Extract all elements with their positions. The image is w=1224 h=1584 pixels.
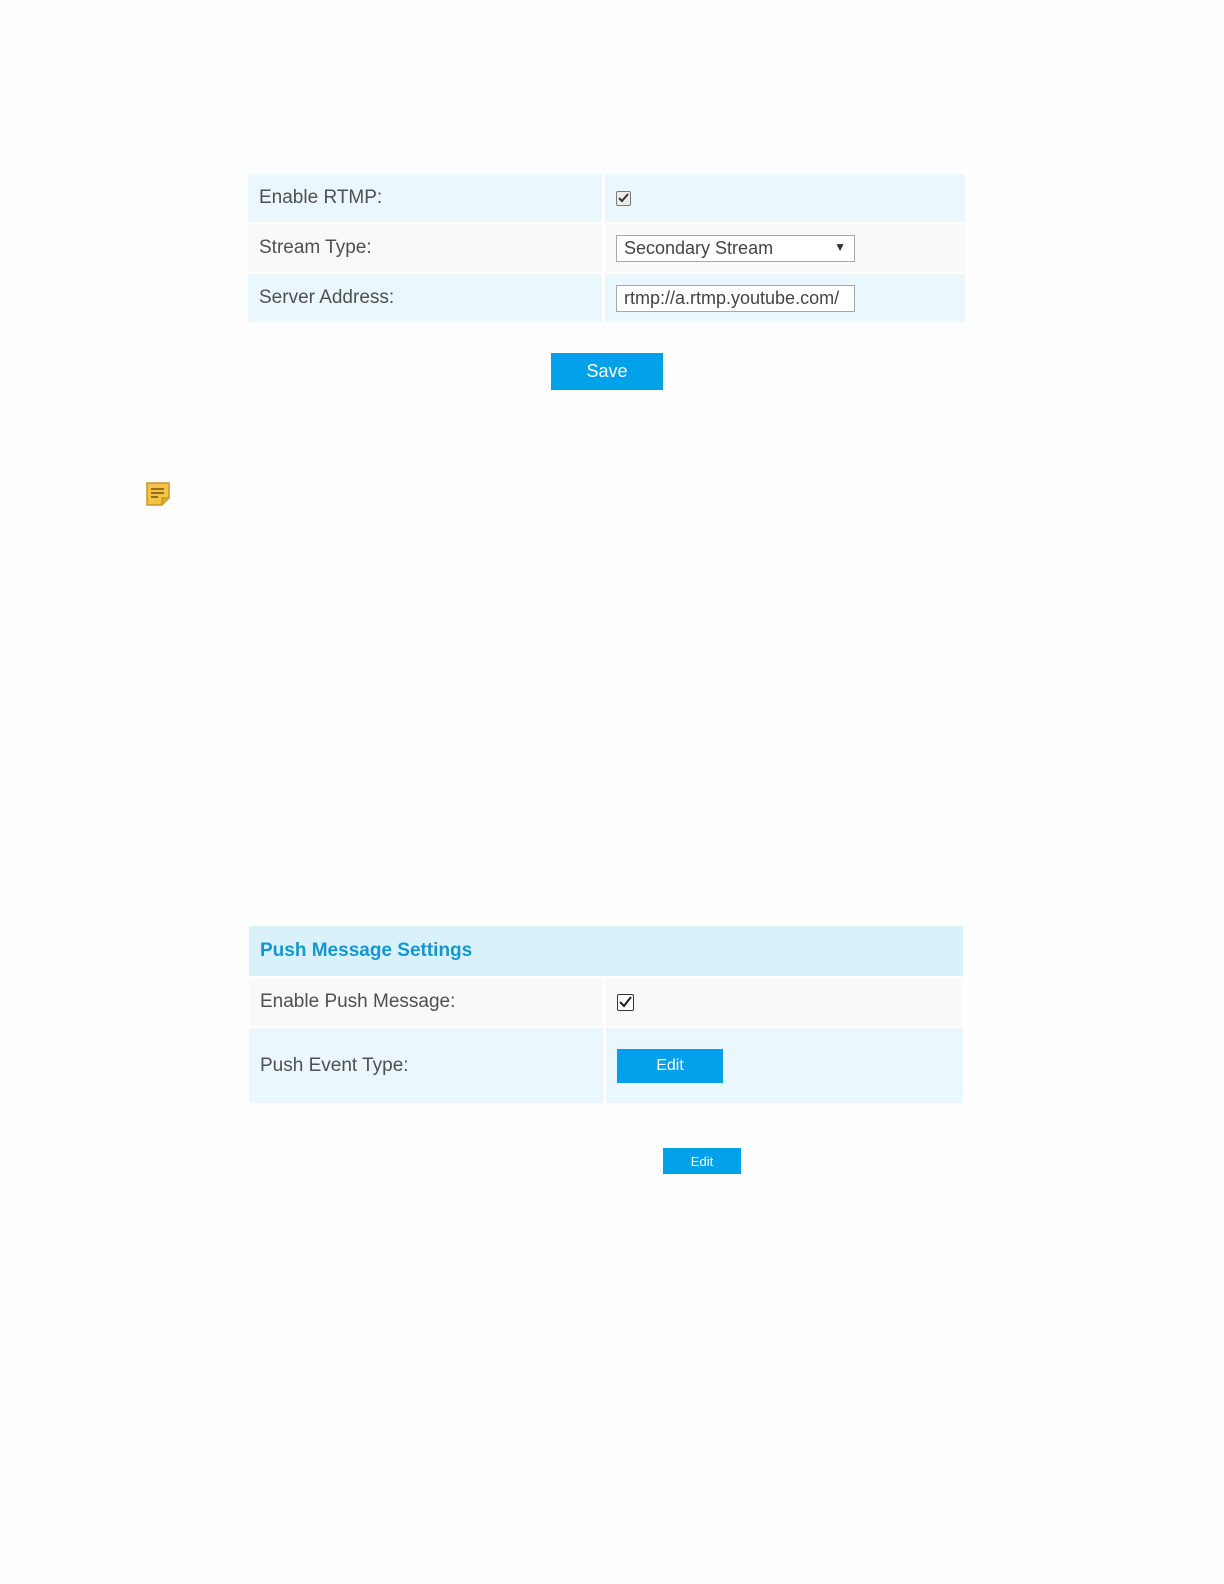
stream-type-select[interactable] [616, 235, 855, 262]
enable-push-label: Enable Push Message: [249, 978, 606, 1026]
push-event-type-row [249, 1028, 963, 1103]
push-event-edit-button[interactable]: Edit [617, 1049, 723, 1083]
stream-type-selected: Secondary Stream [624, 237, 774, 258]
dropdown-arrow-icon: ▼ [834, 239, 846, 254]
enable-rtmp-label: Enable RTMP: [248, 174, 605, 222]
enable-rtmp-row [248, 174, 965, 222]
push-event-type-value [606, 1028, 963, 1103]
edit-button[interactable]: Edit [663, 1148, 741, 1174]
checkmark-icon [619, 996, 632, 1008]
enable-push-row [249, 978, 963, 1026]
save-button[interactable]: Save [551, 353, 663, 390]
server-address-value [605, 274, 965, 322]
enable-push-checkbox[interactable] [617, 994, 634, 1011]
push-event-type-label: Push Event Type: [249, 1028, 606, 1103]
stream-type-label: Stream Type: [248, 224, 605, 272]
enable-rtmp-checkbox[interactable] [616, 191, 631, 206]
stream-type-value [605, 224, 965, 272]
enable-push-value [606, 978, 963, 1026]
note-icon [145, 481, 171, 507]
server-address-label: Server Address: [248, 274, 605, 322]
checkmark-icon [618, 193, 629, 203]
push-message-settings-title: Push Message Settings [249, 926, 963, 976]
server-address-input[interactable] [616, 285, 855, 312]
push-message-settings-table [249, 926, 963, 1105]
stream-type-row [248, 224, 965, 272]
rtmp-settings-table [248, 174, 965, 324]
server-address-row [248, 274, 965, 322]
enable-rtmp-value [605, 174, 965, 222]
